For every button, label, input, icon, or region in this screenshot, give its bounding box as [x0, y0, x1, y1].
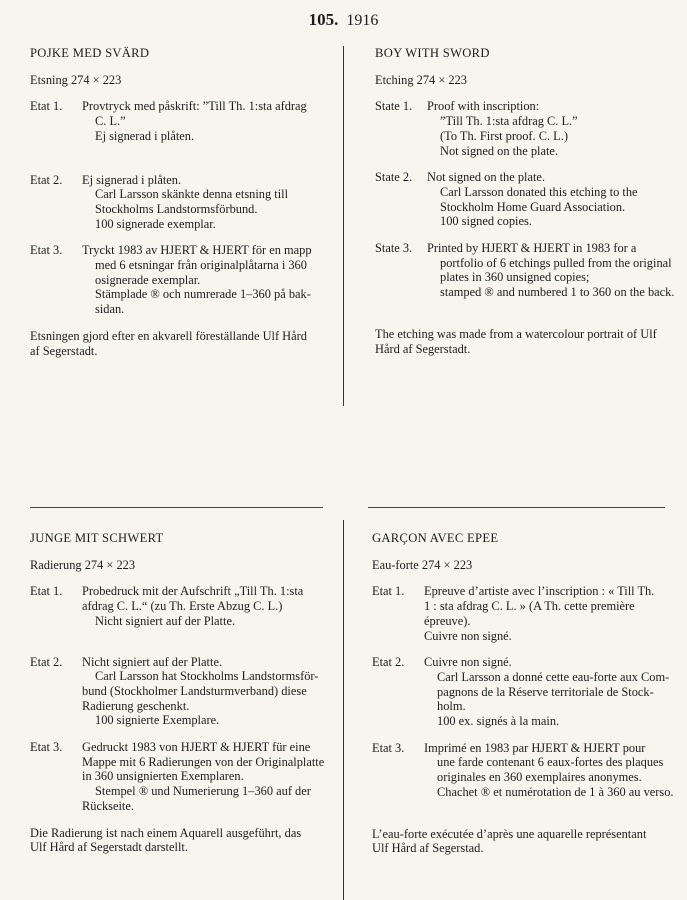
state-line: Rückseite. [82, 798, 134, 813]
column-divider-top [343, 46, 344, 406]
state-line: Stockholms Landstormsförbund. [95, 201, 258, 216]
state-line: Probedruck mit der Aufschrift „Till Th. 1:sta [82, 584, 304, 599]
state-line: Printed by HJERT & HJERT in 1983 for a [427, 241, 637, 256]
year: 1916 [346, 12, 379, 29]
note [30, 329, 335, 358]
state-2 [30, 655, 335, 729]
note-line: Ulf Hård af Segerstadt darstellt. [30, 840, 188, 855]
state-3 [30, 740, 335, 814]
note [375, 327, 680, 356]
state-line: Not signed on the plate. [440, 143, 559, 158]
column-divider-bottom [343, 520, 344, 900]
section-title: POJKE MED SVÄRD [30, 46, 150, 60]
state-label: State 1. [375, 99, 413, 114]
state-label: Etat 3. [30, 740, 63, 755]
section-german [30, 531, 335, 855]
note-line: af Segerstadt. [30, 343, 98, 358]
state-line: ”Till Th. 1:sta afdrag C. L.” [440, 114, 578, 129]
state-line: holm. [437, 699, 466, 714]
note-line: Ulf Hård af Segerstad. [372, 841, 484, 856]
state-line: Nicht signiert auf der Platte. [82, 654, 223, 669]
technique: Radierung 274 × 223 [30, 557, 136, 572]
state-line: pagnons de la Réserve territoriale de Stock- [437, 684, 654, 699]
state-line: Nicht signiert auf der Platte. [95, 613, 236, 628]
state-line: (To Th. First proof. C. L.) [440, 128, 568, 143]
state-1 [375, 99, 680, 158]
section-divider-right [368, 507, 665, 508]
state-line: épreuve). [424, 613, 471, 628]
state-line: Stockholm Home Guard Association. [440, 199, 626, 214]
state-line: C. L.” [95, 114, 126, 129]
state-line: une farde contenant 6 eaux-fortes des plaques [437, 755, 664, 770]
state-1 [30, 99, 335, 143]
state-line: Radierung geschenkt. [82, 698, 190, 713]
state-label: Etat 3. [30, 243, 63, 258]
state-2 [372, 655, 677, 729]
note-line: L’eau-forte exécutée d’après une aquarelle représentant [372, 826, 647, 841]
state-line: Stempel ® und Numerierung 1–360 auf der [95, 784, 311, 799]
state-line: portfolio of 6 etchings pulled from the original [440, 255, 672, 270]
state-label: Etat 1. [30, 99, 63, 114]
section-title: BOY WITH SWORD [375, 46, 490, 60]
state-line: Tryckt 1983 av HJERT & HJERT för en mapp [82, 243, 312, 258]
page-header [0, 10, 687, 30]
technique: Eau-forte 274 × 223 [372, 557, 473, 572]
state-label: Etat 1. [372, 584, 405, 599]
note [30, 826, 335, 855]
state-line: Epreuve d’artiste avec l’inscription : « Till Th. [424, 584, 655, 599]
state-line: 1 : sta afdrag C. L. » (A Th. cette première [424, 599, 635, 614]
state-line: Carl Larsson skänkte denna etsning till [95, 187, 289, 202]
state-label: State 2. [375, 170, 413, 185]
state-3 [375, 241, 680, 300]
state-line: Gedruckt 1983 von HJERT & HJERT für eine [82, 740, 311, 755]
state-2 [375, 170, 680, 229]
state-line: 100 signerade exemplar. [95, 216, 216, 231]
state-label: Etat 1. [30, 584, 63, 599]
state-line: med 6 etsningar från originalplåtarna i 360 [95, 258, 307, 273]
state-2 [30, 173, 335, 232]
state-line: Not signed on the plate. [427, 170, 546, 185]
state-line: Proof with inscription: [427, 99, 540, 114]
state-line: originales en 360 exemplaires anonymes. [437, 770, 642, 785]
state-line: Mappe mit 6 Radierungen von der Originalplatte [82, 754, 325, 769]
section-swedish [30, 46, 335, 358]
state-label: Etat 2. [30, 654, 63, 669]
section-french [372, 531, 677, 856]
state-line: Carl Larsson hat Stockholms Landstormsför- [95, 669, 319, 684]
state-line: Provtryck med påskrift: ”Till Th. 1:sta afdrag [82, 99, 307, 114]
catalogue-number: 105. [308, 10, 339, 29]
state-line: Ej signerad i plåten. [95, 128, 195, 143]
section-english [375, 46, 680, 356]
state-line: stamped ® and numbered 1 to 360 on the back. [440, 285, 675, 300]
state-line: plates in 360 unsigned copies; [440, 270, 590, 285]
state-line: afdrag C. L.“ (zu Th. Erste Abzug C. L.) [82, 599, 283, 614]
note-line: The etching was made from a watercolour portrait of Ulf [375, 326, 657, 341]
state-label: State 3. [375, 241, 413, 256]
state-line: Carl Larsson donated this etching to the [440, 184, 638, 199]
note-line: Die Radierung ist nach einem Aquarell ausgeführt, das [30, 825, 302, 840]
section-divider-left [30, 507, 323, 508]
state-line: Chachet ® et numérotation de 1 à 360 au verso. [437, 784, 674, 799]
state-line: in 360 unsignierten Exemplaren. [82, 769, 244, 784]
state-line: osignerade exemplar. [95, 272, 201, 287]
state-3 [372, 741, 677, 800]
state-1 [30, 584, 335, 628]
state-line: 100 signierte Exemplare. [95, 713, 220, 728]
note-line: Etsningen gjord efter en akvarell föreställande Ulf Hård [30, 328, 307, 343]
state-line: Ej signerad i plåten. [82, 172, 182, 187]
section-title: JUNGE MIT SCHWERT [30, 531, 164, 545]
note [372, 827, 677, 856]
note-line: Hård af Segerstadt. [375, 341, 471, 356]
technique: Etsning 274 × 223 [30, 72, 122, 87]
section-title: GARÇON AVEC EPEE [372, 531, 499, 545]
state-label: Etat 3. [372, 740, 405, 755]
state-line: 100 signed copies. [440, 214, 532, 229]
state-label: Etat 2. [30, 172, 63, 187]
technique: Etching 274 × 223 [375, 72, 467, 87]
state-1 [372, 584, 677, 643]
state-label: Etat 2. [372, 655, 405, 670]
state-line: Cuivre non signé. [424, 655, 512, 670]
state-line: 100 ex. signés à la main. [437, 714, 560, 729]
state-line: bund (Stockholmer Landsturmverband) diese [82, 683, 307, 698]
state-line: Carl Larsson a donné cette eau-forte aux Com- [437, 669, 670, 684]
state-line: sidan. [95, 302, 125, 317]
state-line: Imprimé en 1983 par HJERT & HJERT pour [424, 740, 646, 755]
state-3 [30, 243, 335, 317]
state-line: Cuivre non signé. [424, 628, 512, 643]
state-line: Stämplade ® och numrerade 1–360 på bak- [95, 287, 311, 302]
